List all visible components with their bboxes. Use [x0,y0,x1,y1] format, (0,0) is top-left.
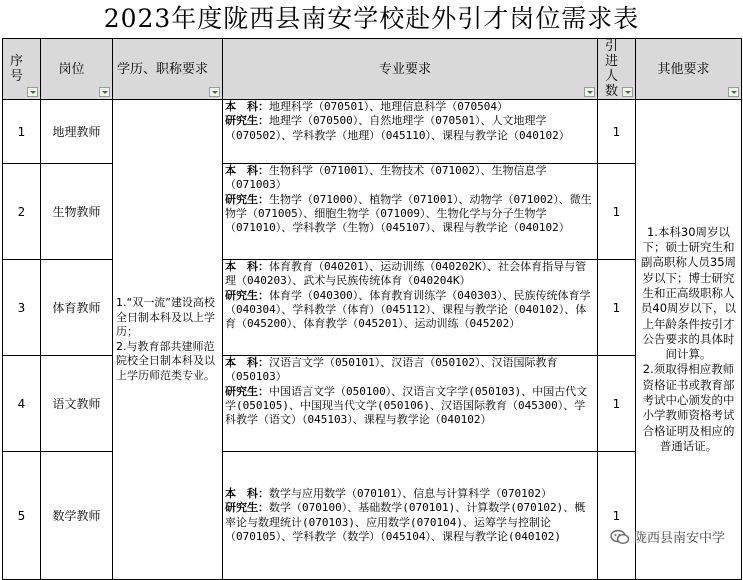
other-requirement [633,100,742,580]
header-count: 引进人数 [598,39,636,100]
seq-cell: 2 [3,164,41,260]
seq-cell: 1 [3,100,41,164]
header-seq: 序号 [3,39,41,100]
filter-dropdown-icon[interactable] [728,87,739,97]
seq-cell: 5 [3,452,41,580]
count-cell: 1 [598,164,636,260]
education-requirement [113,100,223,580]
watermark-text: 陇西县南安中学 [633,531,725,546]
major-requirement: 本 科：生物科学（071001）、生物技术（071002）、生物信息学（071003） 研究生：生物学（071000）、植物学（071001）、动物学（071002）、微生物学（071005）、细胞生物学（071009）、生物化学与分子生物学（071010）、学科教学（生物）（045107）、课程与教学论（040102） [223,164,598,260]
header-post: 岗位 [41,39,113,100]
major-requirement: 本 科：体育教育（040201）、运动训练（040202K）、社会体育指导与管理（040203）、武术与民族传统体育（040204K） 研究生：体育学（040300）、体育教育训练学（040303）、民族传统体育学（040304）、学科教学（体育）（045112）、课程与教学论（040102）、体育（045200）、体育教学（045201）、运动训练（045202） [223,260,598,356]
table-row [3,100,742,164]
major-requirement: 本 科：地理科学（070501）、地理信息科学（070504） 研究生：地理学（070500）、自然地理学（070501）、人文地理学（070502）、学科教学（地理）（045110）、课程与教学论（040102） [223,100,598,164]
header-major: 专业要求 [223,39,598,100]
position-table [2,38,742,580]
filter-dropdown-icon[interactable] [27,87,38,97]
post-cell: 数学教师 [41,452,113,580]
seq-cell: 4 [3,356,41,452]
filter-dropdown-icon[interactable] [622,87,633,97]
header-other: 其他要求 [636,39,742,100]
major-requirement: 本 科：汉语言文学（050101）、汉语言（050102）、汉语国际教育（050103） 研究生：中国语言文学（050100）、汉语言文字学(050103)、中国古代文学(050105)、中国现当代文学(050106)、汉语国际教育（045300）、学科教学（语文）（045103）、课程与教学论（040102） [223,356,598,452]
post-cell: 地理教师 [41,100,113,164]
major-requirement: 本 科：数学与应用数学（070101）、信息与计算科学（070102） 研究生：数学（070100）、基础数学(070101)、计算数学(070102)、概率论与数理统计(070103)、应用数学(070104)、运筹学与控制论（070105）、学科教学（数学）（045104）、课程与教学论(040102) [223,452,598,580]
other-text: 1.本科30周岁以下；硕士研究生和副高职称人员35周岁以下；博士研究生和正高级职称人员40周岁以下，以上年龄条件按引才公告要求的具体时间计算。 2.须取得相应教师资格证书或教育部考试中心颁发的中小学教师资格考试合格证明及相应的普通话证。 [640,224,737,453]
post-cell: 生物教师 [41,164,113,260]
education-text: 1.“双一流”建设高校全日制本科及以上学历； 2.与教育部共建师范院校全日制本科及以上学历师范类专业。 [116,296,215,382]
post-cell: 语文教师 [41,356,113,452]
wechat-watermark [610,527,725,546]
seq-cell: 3 [3,260,41,356]
count-cell: 1 [598,356,636,452]
post-cell: 体育教师 [41,260,113,356]
count-cell: 1 [598,452,636,580]
filter-dropdown-icon[interactable] [99,87,110,97]
page-title: 2023年度陇西县南安学校赴外引才岗位需求表 [103,4,640,33]
header-education: 学历、职称要求 [113,39,223,100]
count-cell: 1 [598,260,636,356]
wechat-icon [610,529,630,545]
header-row [3,39,742,100]
filter-dropdown-icon[interactable] [209,87,220,97]
filter-dropdown-icon[interactable] [584,87,595,97]
count-cell: 1 [598,100,636,164]
